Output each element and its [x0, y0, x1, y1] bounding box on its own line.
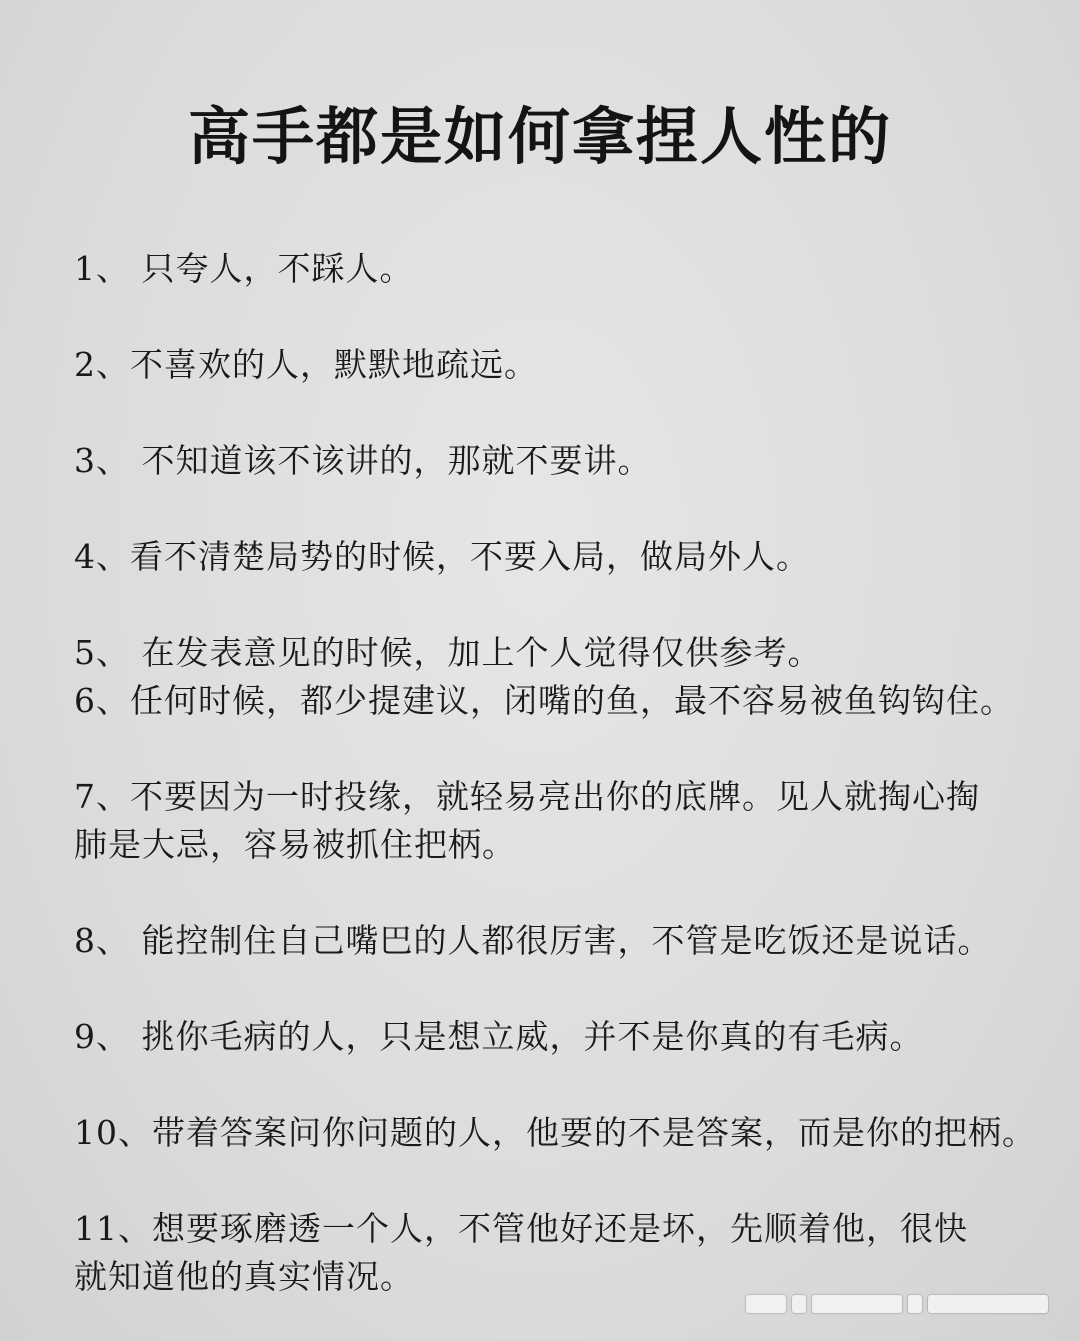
list-item-9: 9、 挑你毛病的人，只是想立威，并不是你真的有毛病。	[74, 1017, 924, 1056]
list-item-11-line-1: 11、想要琢磨透一个人，不管他好还是坏，先顺着他，很快	[74, 1209, 968, 1248]
list-item-5: 5、 在发表意见的时候，加上个人觉得仅供参考。	[74, 633, 822, 672]
watermark	[746, 1293, 1056, 1315]
list-item-2: 2、不喜欢的人，默默地疏远。	[74, 345, 538, 384]
watermark-mark	[792, 1295, 806, 1313]
list-item-10: 10、带着答案问你问题的人，他要的不是答案，而是你的把柄。	[74, 1113, 1036, 1152]
list-item-11-line-2: 就知道他的真实情况。	[74, 1257, 414, 1296]
list-item-7-line-2: 肺是大忌，容易被抓住把柄。	[74, 825, 516, 864]
list-item-8: 8、 能控制住自己嘴巴的人都很厉害，不管是吃饭还是说话。	[74, 921, 992, 960]
list-item-7-line-1: 7、不要因为一时投缘，就轻易亮出你的底牌。见人就掏心掏	[74, 777, 980, 816]
watermark-mark	[746, 1295, 786, 1313]
list-item-3: 3、 不知道该不该讲的，那就不要讲。	[74, 441, 652, 480]
list-item-1: 1、 只夸人，不踩人。	[74, 249, 414, 288]
watermark-mark	[812, 1295, 902, 1313]
watermark-mark	[928, 1295, 1048, 1313]
list-item-4: 4、看不清楚局势的时候，不要入局，做局外人。	[74, 537, 810, 576]
watermark-mark	[908, 1295, 922, 1313]
page-title: 高手都是如何拿捏人性的	[187, 100, 892, 173]
list-item-6: 6、任何时候，都少提建议，闭嘴的鱼，最不容易被鱼钩钩住。	[74, 681, 1014, 720]
